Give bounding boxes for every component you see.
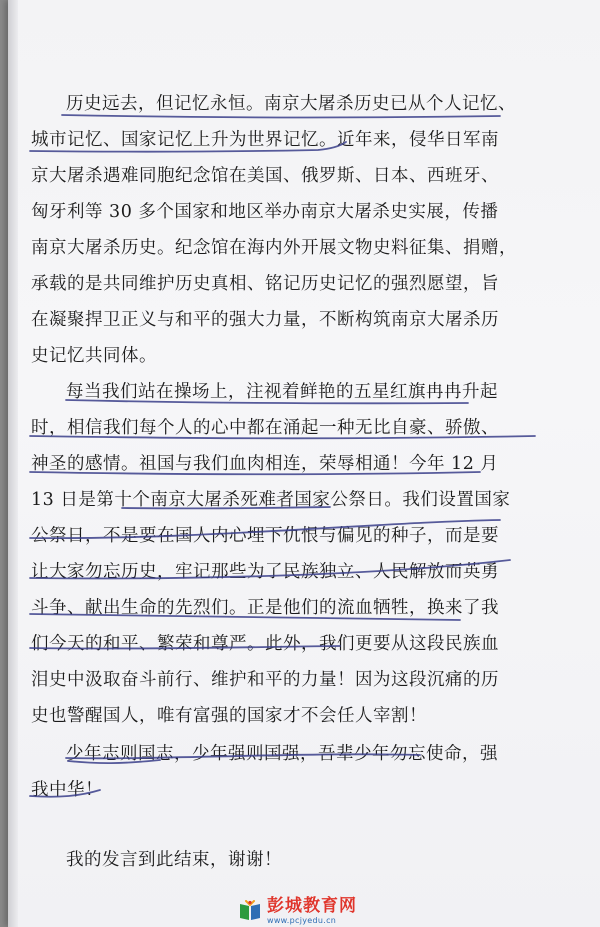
text-line: 每当我们站在操场上，注视着鲜艳的五星红旗冉冉升起 <box>66 382 498 402</box>
text-line: 城市记忆、国家记忆上升为世界记忆。近年来，侵华日军南 <box>31 130 499 150</box>
site-watermark <box>238 895 357 925</box>
text-line: 承载的是共同维护历史真相、铭记历史记忆的强烈愿望，旨 <box>31 274 499 294</box>
closing-line: 我的发言到此结束，谢谢！ <box>66 850 282 870</box>
text-line: 京大屠杀遇难同胞纪念馆在美国、俄罗斯、日本、西班牙、 <box>31 166 499 186</box>
text-line: 时，相信我们每个人的心中都在涌起一种无比自豪、骄傲、 <box>31 418 499 438</box>
text-line: 历史远去，但记忆永恒。南京大屠杀历史已从个人记忆、 <box>66 94 516 114</box>
watermark-name: 彭城教育网 <box>267 895 357 916</box>
watermark-url: www.pcjyedu.cn <box>267 915 337 925</box>
text-line: 泪史中汲取奋斗前行、维护和平的力量！因为这段沉痛的历 <box>31 670 499 690</box>
text-line: 在凝聚捍卫正义与和平的强大力量，不断构筑南京大屠杀历 <box>31 310 499 330</box>
text-line: 史记忆共同体。 <box>31 346 157 366</box>
paper-edge-shadow <box>8 0 18 927</box>
text-line: 南京大屠杀历史。纪念馆在海内外开展文物史料征集、捐赠， <box>31 238 517 258</box>
book-icon <box>238 900 262 922</box>
text-line: 神圣的感情。祖国与我们血肉相连，荣辱相通！今年 12 月 <box>31 454 499 474</box>
text-line: 13 日是第十个南京大屠杀死难者国家公祭日。我们设置国家 <box>31 490 511 510</box>
text-line: 我中华！ <box>31 780 103 800</box>
text-line: 少年志则国志，少年强则国强，吾辈少年勿忘使命，强 <box>66 744 498 764</box>
text-line: 匈牙利等 30 多个国家和地区举办南京大屠杀史实展，传播 <box>31 202 499 222</box>
text-line: 斗争、献出生命的先烈们。正是他们的流血牺牲，换来了我 <box>31 598 499 618</box>
text-line: 公祭日，不是要在国人内心埋下仇恨与偏见的种子，而是要 <box>31 526 499 546</box>
text-line: 让大家勿忘历史，牢记那些为了民族独立、人民解放而英勇 <box>31 562 499 582</box>
text-line: 们今天的和平、繁荣和尊严。此外，我们更要从这段民族血 <box>31 634 499 654</box>
text-line: 史也警醒国人，唯有富强的国家才不会任人宰割！ <box>31 706 427 726</box>
